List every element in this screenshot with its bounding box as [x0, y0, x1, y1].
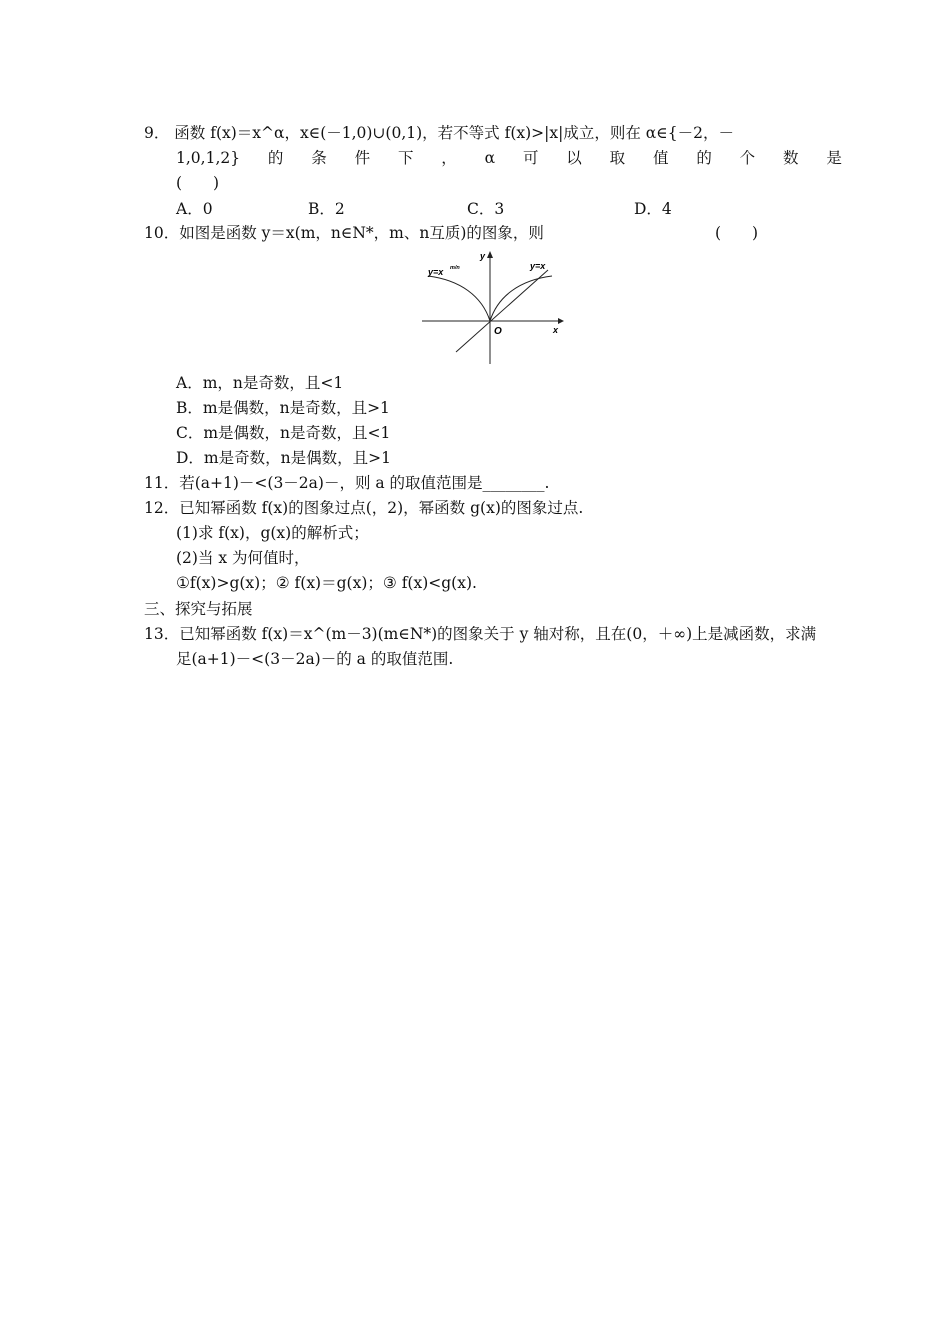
q12-part3: ①f(x)>g(x)；② f(x)＝g(x)；③ f(x)<g(x). — [176, 574, 477, 592]
q9-word: 件 — [354, 149, 371, 167]
x-axis-arrow — [558, 318, 564, 324]
y-axis-label: y — [480, 251, 486, 261]
q10-option-d: D．m是奇数，n是偶数，且>1 — [176, 449, 391, 467]
q9-word: 下 — [397, 149, 414, 167]
q13-line1: 13．已知幂函数 f(x)＝x^(m－3)(m∈N*)的图象关于 y 轴对称，且在(0，＋∞)上是减函数，求满 — [144, 625, 817, 643]
q10-option-b: B．m是偶数，n是奇数，且>1 — [176, 399, 390, 417]
q12-part2: (2)当 x 为何值时， — [176, 549, 310, 567]
q9-word: 的 — [696, 149, 712, 167]
q9-word: 是 — [826, 149, 842, 167]
q10-option-c: C．m是偶数，n是奇数，且<1 — [176, 424, 391, 442]
q9-word: α — [484, 149, 496, 167]
q9-option-a: A．0 — [176, 200, 213, 218]
q9-word: 条 — [311, 149, 327, 167]
q9-word: 以 — [566, 149, 582, 167]
origin-label: O — [494, 326, 502, 337]
q9-word: 个 — [739, 149, 756, 167]
q9-word: 1,0,1,2} — [176, 149, 241, 167]
q9-word: 值 — [652, 149, 669, 167]
q9-option-c: C．3 — [467, 200, 505, 218]
q9-options — [176, 199, 696, 219]
q9-word: 取 — [609, 149, 626, 167]
q10-answer-paren: ( ) — [715, 224, 759, 242]
q9-option-b: B．2 — [308, 200, 345, 218]
q9-option-d: D．4 — [634, 200, 672, 218]
q10-graph — [420, 248, 565, 366]
q9-line2 — [176, 148, 842, 168]
curve-label: y=x — [428, 267, 444, 277]
x-axis-label: x — [553, 325, 559, 335]
q9-answer-paren: ( ) — [176, 174, 220, 192]
q11-text: 11．若(a+1)－<(3－2a)－，则 a 的取值范围是________. — [144, 474, 550, 492]
q9-word: 数 — [783, 149, 799, 167]
y-axis-arrow — [487, 251, 493, 258]
q12-stem: 12．已知幂函数 f(x)的图象过点(，2)，幂函数 g(x)的图象过点. — [144, 499, 584, 517]
line-label: y=x — [530, 261, 546, 271]
q10-option-a: A．m，n是奇数，且<1 — [176, 374, 344, 392]
q9-word: 的 — [267, 149, 284, 167]
line-y-equals-x — [456, 270, 548, 352]
q9-line1: 9． 函数 f(x)＝x^α，x∈(－1,0)∪(0,1)，若不等式 f(x)>|x|成立，则在 α∈{－2，－ — [144, 124, 734, 142]
section-heading: 三、探究与拓展 — [144, 600, 253, 618]
q12-part1: (1)求 f(x)，g(x)的解析式； — [176, 524, 369, 542]
q9-word: 可 — [522, 149, 539, 167]
curve-exponent: m/n — [450, 265, 460, 271]
q9-word: ， — [441, 149, 457, 167]
q10-stem: 10．如图是函数 y＝x(m，n∈N*，m、n互质)的图象，则 — [144, 224, 544, 242]
q13-line2: 足(a+1)－<(3－2a)－的 a 的取值范围. — [176, 650, 454, 668]
